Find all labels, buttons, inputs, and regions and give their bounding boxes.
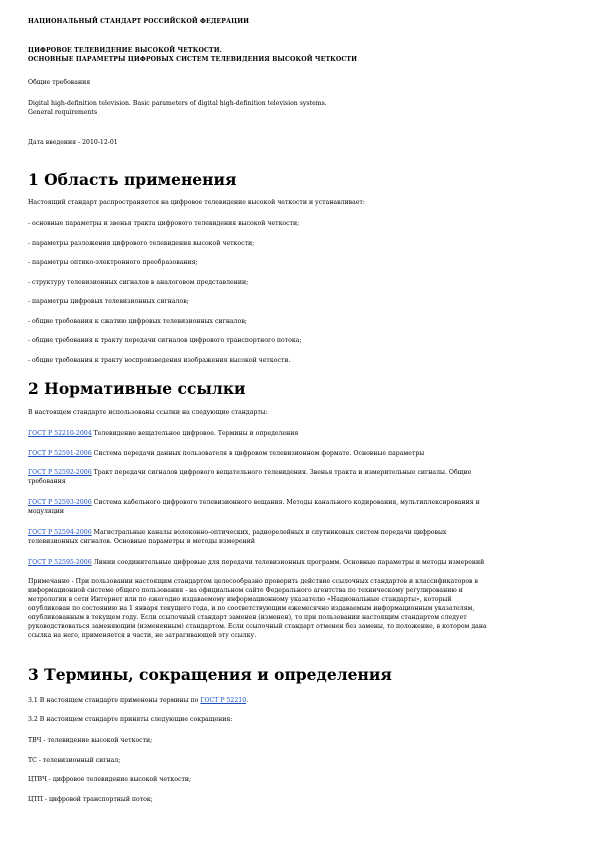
reference-title: Линии соединительные цифровые для передачи телевизионных программ. Основные параметры и методы измерений: [91, 559, 485, 566]
reference-item: [28, 430, 573, 439]
note-line: опубликован по состоянию на 1 января текущего года, и по соответствующим ежемесячно издаваемым информационным указателям,: [28, 605, 475, 612]
note-line: опубликованным в текущем году. Если ссылочный стандарт заменен (изменен), то при пользовании настоящим стандартом следует: [28, 614, 467, 621]
section-2-heading: 2 Нормативные ссылки: [28, 379, 246, 398]
title-line-1: ЦИФРОВОЕ ТЕЛЕВИДЕНИЕ ВЫСОКОЙ ЧЕТКОСТИ.: [28, 47, 222, 54]
reference-link[interactable]: ГОСТ Р 52594-2006: [28, 529, 92, 536]
title-en-line-1: Digital high-definition television. Basic parameters of digital high-definition television systems.: [28, 100, 327, 107]
reference-title: Тракт передачи сигналов цифрового вещательного телевидения. Звенья тракта и измерительные сигналы. Общие: [91, 469, 472, 476]
scope-item: - основные параметры и звенья тракта цифрового телевидения высокой четкости;: [28, 220, 300, 227]
title-line-2: ОСНОВНЫЕ ПАРАМЕТРЫ ЦИФРОВЫХ СИСТЕМ ТЕЛЕВИДЕНИЯ ВЫСОКОЙ ЧЕТКОСТИ: [28, 56, 358, 63]
scope-item: - общие требования к тракту воспроизведения изображения высокой четкости.: [28, 357, 291, 364]
effective-date: Дата введения - 2010-12-01: [28, 139, 118, 146]
abbreviation-item: ЦТВЧ - цифровое телевидение высокой четкости;: [28, 776, 192, 783]
section-1-heading: 1 Область применения: [28, 170, 237, 189]
scope-item: - параметры цифровых телевизионных сигналов;: [28, 298, 189, 305]
reference-title: Система передачи данных пользователя в цифровом телевизионном формате. Основные параметры: [91, 450, 425, 457]
standard-header: НАЦИОНАЛЬНЫЙ СТАНДАРТ РОССИЙСКОЙ ФЕДЕРАЦИИ: [28, 18, 250, 25]
section-3-para-1: 3.1 В настоящем стандарте применены термины по ГОСТ Р 52210.: [28, 697, 249, 704]
note-line: Примечание - При пользовании настоящим стандартом целесообразно проверить действие ссылочных стандартов и классификаторов в: [28, 578, 478, 585]
note-line: метрологии в сети Интернет или по ежегодно издаваемому информационному указателю «Национальные стандарты», который: [28, 596, 452, 603]
scope-item: - общие требования к тракту передачи сигналов цифрового транспортного потока;: [28, 337, 302, 344]
reference-item: [28, 559, 573, 568]
reference-link[interactable]: ГОСТ Р 52210: [200, 697, 247, 704]
note-line: руководствоваться заменяющим (измененным) стандартом. Если ссылочный стандарт отменен без замены, то положение, в котором дана: [28, 623, 487, 630]
section-2-intro: В настоящем стандарте использованы ссылки на следующие стандарты:: [28, 409, 268, 416]
section-1-intro: Настоящий стандарт распространяется на цифровое телевидение высокой четкости и устанавливает:: [28, 199, 365, 206]
reference-item: [28, 499, 573, 508]
abbreviation-item: ТС - телевизионный сигнал;: [28, 757, 121, 764]
reference-title-cont: требования: [28, 478, 66, 485]
scope-item: - общие требования к сжатию цифровых телевизионных сигналов;: [28, 318, 247, 325]
abbreviation-item: ЦТП - цифровой транспортный поток;: [28, 796, 153, 803]
section-3-para-2: 3.2 В настоящем стандарте приняты следующие сокращения:: [28, 716, 233, 723]
reference-link[interactable]: ГОСТ Р 52591-2006: [28, 450, 92, 457]
abbreviation-item: ТВЧ - телевидение высокой четкости;: [28, 737, 153, 744]
reference-title-cont: модуляции: [28, 508, 65, 515]
reference-item: [28, 450, 573, 459]
title-en-line-2: General requirements: [28, 109, 98, 116]
reference-item: [28, 469, 573, 478]
note-line: ссылка на него, применяется в части, не затрагивающей эту ссылку.: [28, 632, 257, 639]
scope-item: - параметры разложения цифрового телевидения высокой четкости;: [28, 240, 255, 247]
reference-title: Система кабельного цифрового телевизионного вещания. Методы канального кодирования, мультиплексирования и: [91, 499, 480, 506]
reference-item: [28, 529, 573, 538]
section-3-heading: 3 Термины, сокращения и определения: [28, 665, 392, 684]
scope-item: - параметры оптико-электронного преобразования;: [28, 259, 198, 266]
reference-link[interactable]: ГОСТ Р 52592-2006: [28, 469, 92, 476]
reference-title: Магистральные каналы волоконно-оптических, радиорелейных и спутниковых систем передачи цифровых: [91, 529, 447, 536]
subtitle-ru: Общие требования: [28, 79, 91, 86]
reference-link[interactable]: ГОСТ Р 52210-2004: [28, 430, 92, 437]
scope-item: - структуру телевизионных сигналов в аналоговом представлении;: [28, 279, 249, 286]
reference-link[interactable]: ГОСТ Р 52595-2006: [28, 559, 92, 566]
reference-title-cont: телевизионных сигналов. Основные параметры и методы измерений: [28, 538, 255, 545]
reference-title: Телевидение вещательное цифровое. Термины и определения: [91, 430, 299, 437]
note-line: информационной системе общего пользования - на официальном сайте Федерального агентства по техническому регулированию и: [28, 587, 463, 594]
reference-link[interactable]: ГОСТ Р 52593-2006: [28, 499, 92, 506]
